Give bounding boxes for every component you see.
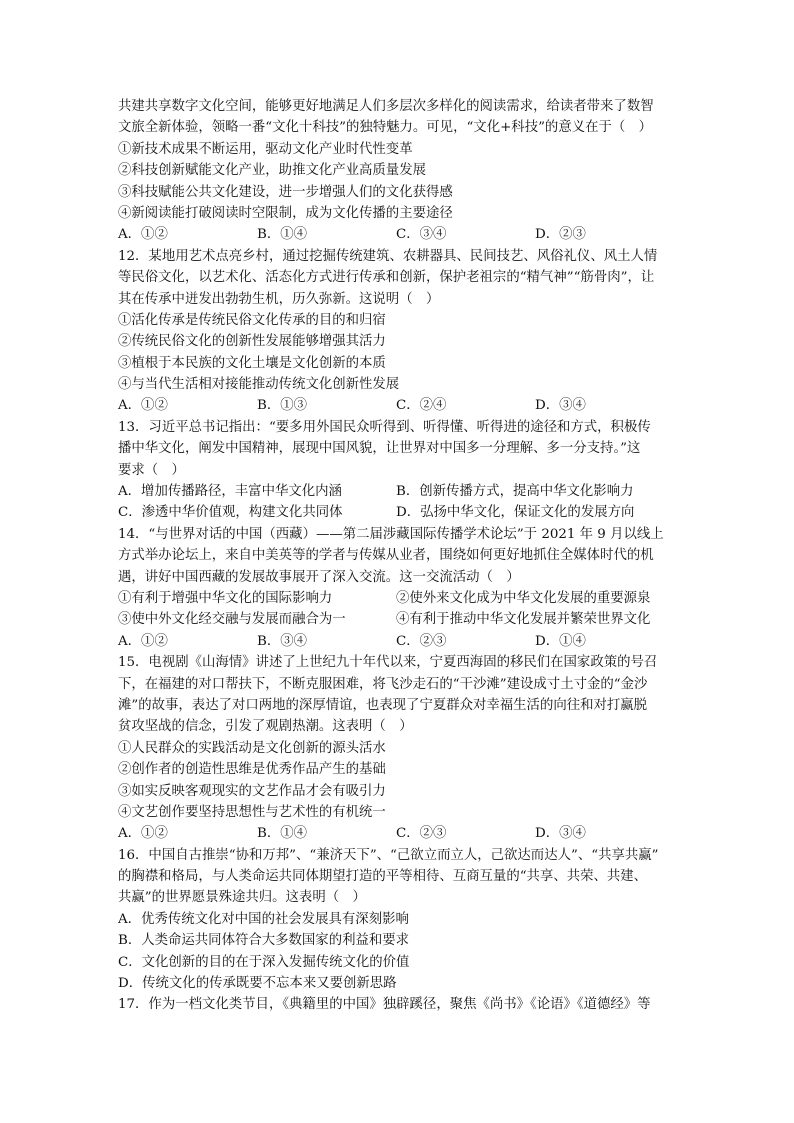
option-c: C．②③ (396, 826, 447, 842)
answer-options (118, 823, 678, 844)
statement: ①人民群众的实践活动是文化创新的源头活水 (118, 740, 386, 756)
question-stem-line: 16．中国自古推崇“协和万邦”、“兼济天下”、“己欲立而立人，己欲达而达人”、“共享共赢” (118, 847, 659, 863)
option-a: A．①② (118, 826, 168, 842)
option-c: C．文化创新的目的在于深入发掘传统文化的价值 (118, 954, 410, 970)
statement: ①活化传承是传统民俗文化传承的目的和归宿 (118, 312, 386, 328)
statement: ①有利于增强中华文化的国际影响力 (118, 590, 333, 606)
question-16 (118, 845, 678, 995)
exam-page (118, 96, 678, 1016)
option-a: A．①② (118, 398, 168, 414)
question-stem-line: 共建共享数字文化空间，能够更好地满足人们多层次多样化的阅读需求，给读者带来了数智 (118, 99, 654, 114)
option-b: B．①④ (257, 227, 308, 243)
option-c: C．②④ (396, 398, 447, 414)
question-stem-line: 遇，讲好中国西藏的发展故事展开了深入交流。这一交流活动（ ） (118, 569, 520, 585)
option-b: B．③④ (257, 633, 308, 649)
option-c: C．③④ (396, 227, 447, 243)
question-stem-line: 的胸襟和格局，与人类命运共同体期望打造的平等相待、互商互量的“共享、共荣、共建、 (118, 869, 648, 885)
option-d: D．弘扬中华文化，保证文化的发展方向 (396, 505, 635, 521)
option-b: B．①③ (257, 398, 308, 414)
question-stem-line: 滩”的故事，表达了对口两地的深厚情谊，也表现了宁夏群众对幸福生活的向往和对打赢脱 (118, 697, 648, 713)
question-stem-line: 等民俗文化，以艺术化、活态化方式进行传承和创新，保护老祖宗的“精气神”“筋骨肉”，让 (118, 270, 655, 286)
question-stem-line: 15．电视剧《山海情》讲述了上世纪九十年代以来，宁夏西海固的移民们在国家政策的号召 (118, 655, 658, 671)
question-17 (118, 994, 678, 1015)
statement: ④与当代生活相对接能推动传统文化创新性发展 (118, 377, 400, 393)
question-stem-line: 下，在福建的对口帮扶下，不断克服困难，将飞沙走石的“干沙滩”建设成寸土寸金的“金沙 (118, 676, 648, 692)
answer-options (118, 631, 678, 652)
question-stem-line: 要求（ ） (118, 462, 185, 478)
statement: ②科技创新赋能文化产业，助推文化产业高质量发展 (118, 163, 426, 179)
statement: ③如实反映客观现实的文艺作品才会有吸引力 (118, 783, 386, 799)
question-stem-line: 贫攻坚战的信念，引发了观剧热潮。这表明（ ） (118, 719, 413, 735)
statement: ②传统民俗文化的创新性发展能够增强其活力 (118, 334, 386, 350)
statement: ④文艺创作要坚持思想性与艺术性的有机统一 (118, 804, 386, 820)
option-d: D．①④ (535, 633, 586, 649)
statement: ④新阅读能打破阅读时空限制，成为文化传播的主要途径 (118, 205, 453, 221)
statement: ②使外来文化成为中华文化发展的重要源泉 (396, 590, 651, 606)
question-stem-line: 13．习近平总书记指出：“要多用外国民众听得到、听得懂、听得进的途径和方式，积极传 (118, 419, 651, 435)
statement: ①新技术成果不断运用，驱动文化产业时代性变革 (118, 141, 413, 157)
question-12 (118, 246, 678, 417)
question-13 (118, 417, 678, 524)
question-stem-line: 12．某地用艺术点亮乡村，通过挖掘传统建筑、农耕器具、民间技艺、风俗礼仪、风土人情 (118, 248, 658, 264)
option-c: C．渗透中华价值观，构建文化共同体 (118, 505, 343, 521)
question-stem-line: 17．作为一档文化类节目，《典籍里的中国》独辟蹊径，聚焦《尚书》《论语》《道德经》等 (118, 997, 651, 1013)
question-15 (118, 652, 678, 845)
option-c: C．②③ (396, 633, 447, 649)
option-a: A．①② (118, 633, 168, 649)
statement: ③使中外文化经交融与发展而融合为一 (118, 612, 346, 628)
statements-row (118, 588, 678, 609)
option-d: D．③④ (535, 398, 586, 414)
question-14 (118, 524, 678, 652)
option-a: A．①② (118, 227, 168, 243)
statement: ④有利于推动中华文化发展并繁荣世界文化 (396, 612, 651, 628)
question-stem-line: 播中华文化，阐发中国精神，展现中国风貌，让世界对中国多一分理解、多一分支持。”这 (118, 441, 641, 457)
statement: ③植根于本民族的文化土壤是文化创新的本质 (118, 355, 386, 371)
option-d: D．传统文化的传承既要不忘本来又要创新思路 (118, 976, 397, 992)
answer-options (118, 395, 678, 416)
option-b: B．创新传播方式，提高中华文化影响力 (396, 484, 634, 500)
question-stem-line: 方式举办论坛上，来自中美英等的学者与传媒从业者，围绕如何更好地抓住全媒体时代的机 (118, 548, 654, 564)
option-a: A．优秀传统文化对中国的社会发展具有深刻影响 (118, 911, 409, 927)
statement: ③科技赋能公共文化建设，进一步增强人们的文化获得感 (118, 184, 453, 200)
question-stem-line: 14．“与世界对话的中国（西藏）——第二届涉藏国际传播学术论坛”于 2021 年 9 月以线上 (118, 526, 664, 542)
answer-options (118, 224, 678, 245)
option-d: D．③④ (535, 826, 586, 842)
option-a: A．增加传播路径，丰富中华文化内涵 (118, 484, 342, 500)
question-stem-line: 共赢”的世界愿景殊途共归。这表明（ ） (118, 890, 366, 906)
option-d: D．②③ (535, 227, 586, 243)
question-stem-line: 其在传承中迸发出勃勃生机，历久弥新。这说明（ ） (118, 291, 440, 307)
answer-options-row (118, 481, 678, 502)
question-stem-line: 文旅全新体验，领略一番“文化十科技”的独特魅力。可见，“文化+科技”的意义在于（ ） (118, 120, 653, 136)
statement: ②创作者的创造性思维是优秀作品产生的基础 (118, 762, 386, 778)
answer-options-row (118, 502, 678, 523)
statements-row (118, 609, 678, 630)
question-11 (118, 96, 678, 246)
option-b: B．①④ (257, 826, 308, 842)
option-b: B．人类命运共同体符合大多数国家的利益和要求 (118, 933, 410, 949)
